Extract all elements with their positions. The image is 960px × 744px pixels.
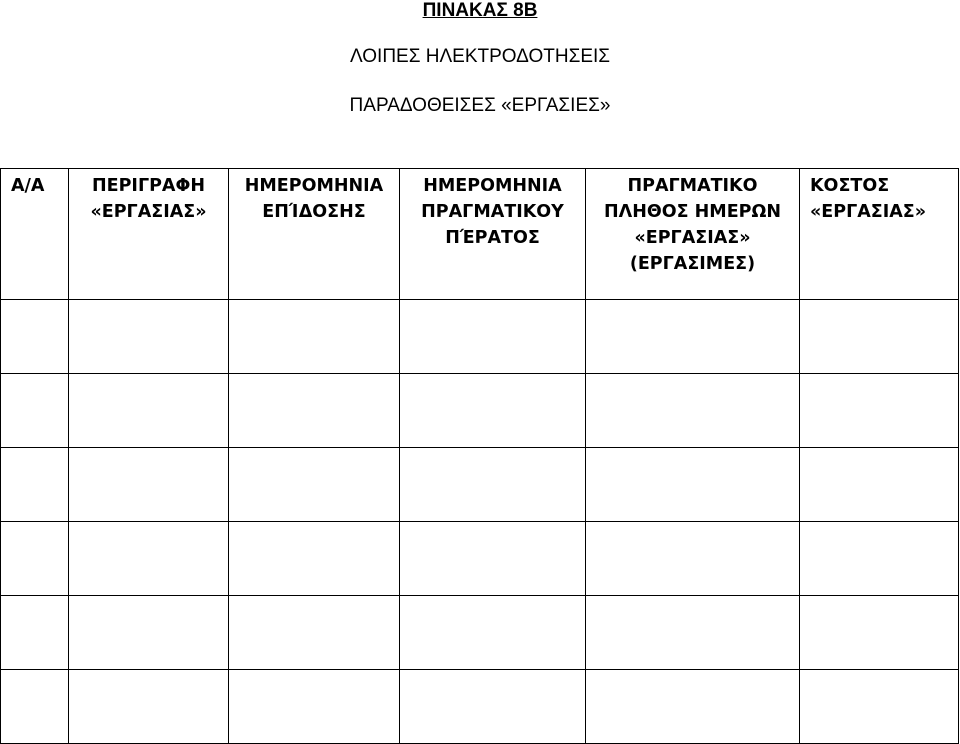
subtitle-delivered-works: ΠΑΡΑΔΟΘΕΙΣΕΣ «ΕΡΓΑΣΙΕΣ» [349,95,611,116]
table-cell [229,670,400,744]
column-header-aa: Α/Α [1,169,69,300]
column-header-actual-end-date: ΗΜΕΡΟΜΗΝΙΑ ΠΡΑΓΜΑΤΙΚΟΥ ΠΈΡΑΤΟΣ [400,169,586,300]
subtitle-electrifications: ΛΟΙΠΕΣ ΗΛΕΚΤΡΟΔΟΤΗΣΕΙΣ [349,46,611,67]
table-cell [400,448,586,522]
table-header-row [1,169,959,300]
table-cell [586,522,800,596]
column-header-working-days: ΠΡΑΓΜΑΤΙΚΟ ΠΛΗΘΟΣ ΗΜΕΡΩΝ «ΕΡΓΑΣΙΑΣ» (ΕΡΓΑΣΙΜΕΣ) [586,169,800,300]
table-cell [586,374,800,448]
column-header-cost: ΚΟΣΤΟΣ «ΕΡΓΑΣΙΑΣ» [800,169,959,300]
table-row [1,374,959,448]
table-cell [400,596,586,670]
table-row [1,448,959,522]
table-cell [69,374,229,448]
table-cell [1,448,69,522]
table-cell [586,670,800,744]
table-row [1,300,959,374]
table-cell [800,300,959,374]
table-cell [800,448,959,522]
table-cell [229,522,400,596]
table-cell [400,522,586,596]
table-cell [586,300,800,374]
table-cell [1,374,69,448]
table-cell [400,374,586,448]
table-cell [800,374,959,448]
table-cell [229,374,400,448]
table-cell [69,448,229,522]
table-cell [586,448,800,522]
table-cell [69,596,229,670]
column-header-delivery-date: ΗΜΕΡΟΜΗΝΙΑ ΕΠΊΔΟΣΗΣ [229,169,400,300]
table-cell [400,670,586,744]
table-cell [229,448,400,522]
table-cell [69,300,229,374]
works-table [0,168,959,744]
table-cell [69,670,229,744]
table-cell [800,522,959,596]
table-cell [1,300,69,374]
table-row [1,670,959,744]
table-cell [1,522,69,596]
table-cell [800,596,959,670]
table-cell [69,522,229,596]
table-row [1,522,959,596]
table-cell [1,670,69,744]
table-number-title: ΠΙΝΑΚΑΣ 8Β [422,0,538,21]
table-cell [586,596,800,670]
column-header-description: ΠΕΡΙΓΡΑΦΗ «ΕΡΓΑΣΙΑΣ» [69,169,229,300]
table-cell [229,300,400,374]
table-cell [229,596,400,670]
table-cell [800,670,959,744]
table-cell [1,596,69,670]
table-row [1,596,959,670]
table-cell [400,300,586,374]
